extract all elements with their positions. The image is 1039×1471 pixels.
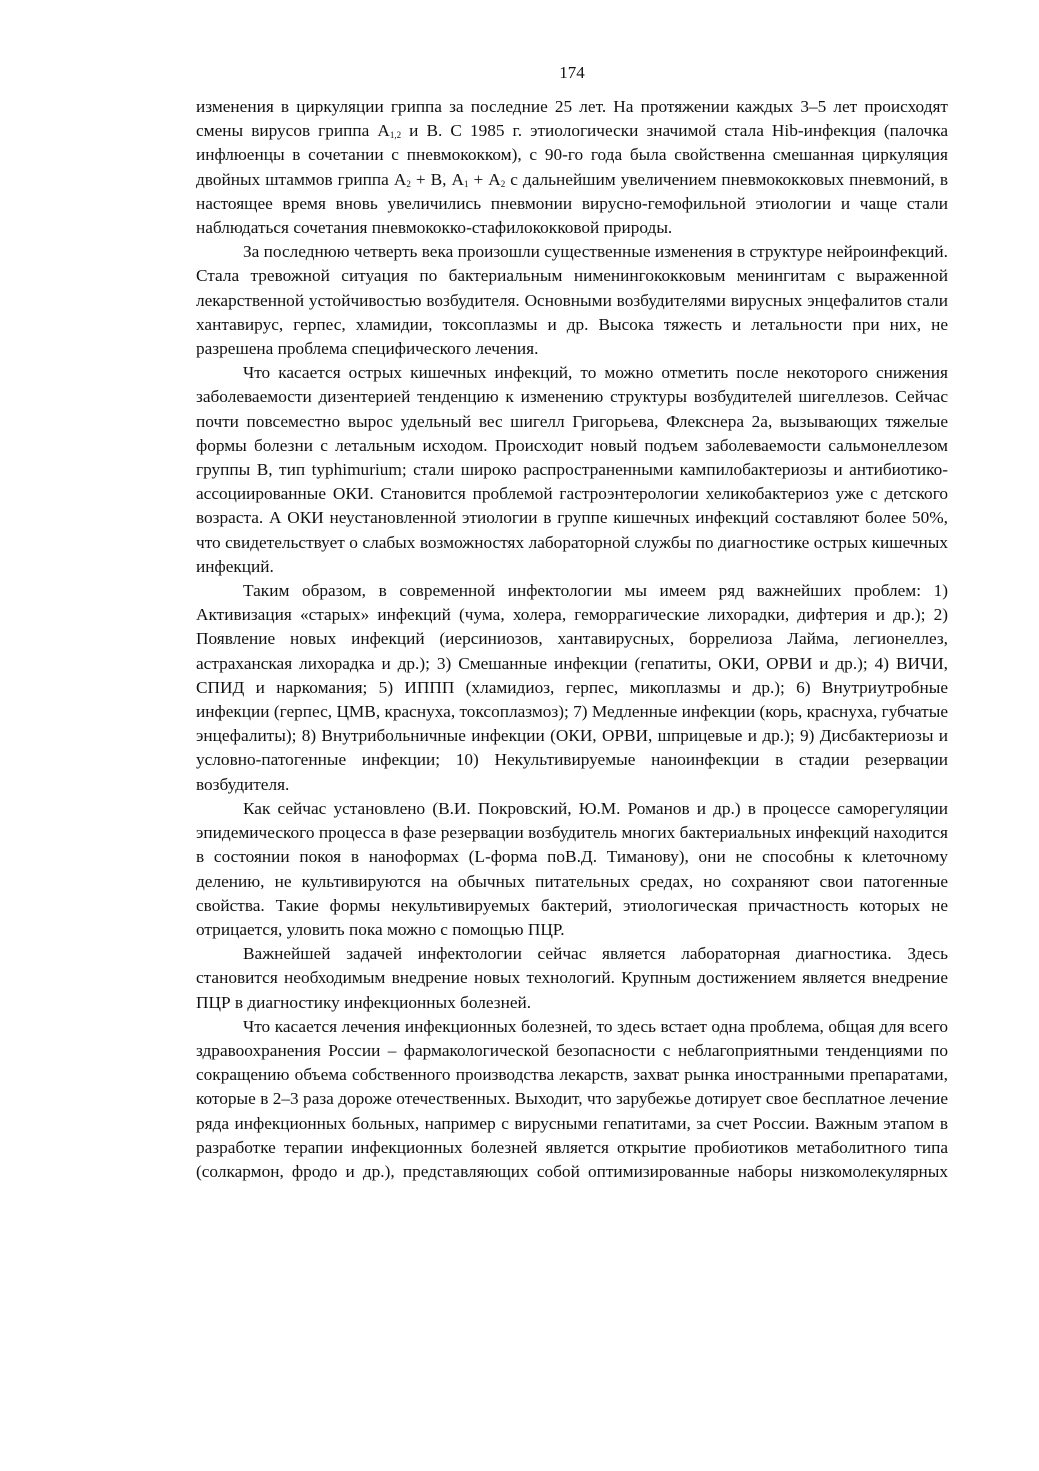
text-run: Таким образом, в современной инфектологии мы имеем ряд важнейших проблем: 1) Активизация «старых» инфекций (чума, холера, геморрагические лихорадки, дифтерия и др.); 2) Появление новых инфекций (иерсиниозов, хантавирусных, боррелиоза Лайма, легионеллез, астраханская лихорадка и др.); 3) Смешанные инфекции (гепатиты, ОКИ, ОРВИ и др.); 4) ВИЧИ, СПИД и наркомания; 5) ИППП (хламидиоз, герпес, микоплазмы и др.); 6) Внутриутробные инфекции (герпес, ЦМВ, краснуха, токсоплазмоз); 7) Медленные инфекции (корь, краснуха, губчатые энцефалиты); 8) Внутрибольничные инфекции (ОКИ, ОРВИ, шприцевые и др.); 9) Дисбактериозы и условно-патогенные инфекции; 10) Некультивируемые наноинфекции в стадии резервации возбудителя.	[196, 581, 948, 794]
text-run: + В, А	[410, 169, 464, 189]
text-run: изменения в циркуляции гриппа за последние 25 лет. На протяжении каждых 3–5 лет происходят смены вирусов гриппа А	[196, 97, 948, 141]
subscript: 1	[463, 178, 469, 189]
paragraph	[196, 240, 948, 361]
paragraph	[196, 797, 948, 942]
paragraph	[196, 1015, 948, 1184]
subscript: 2	[406, 178, 411, 189]
text-run: За последнюю четверть века произошли существенные изменения в структуре нейроинфекций. Стала тревожной ситуация по бактериальным нименингококковым менингитам с выраженной лекарственной устойчивостью возбудителя. Основными возбудителями вирусных энцефалитов стали хантавирус, герпес, хламидии, токсоплазмы и др. Высока тяжесть и летальности при них, не разрешена проблема специфического лечения.	[196, 242, 948, 359]
paragraph	[196, 95, 948, 240]
text-run: Что касается острых кишечных инфекций, то можно отметить после некоторого снижения заболеваемости дизентерией тенденцию к изменению структуры возбудителей шигеллезов. Сейчас почти повсеместно вырос удельный вес шигелл Григорьева, Флекснера 2а, вызывающих тяжелые формы болезни с летальным исходом. Происходит новый подъем заболеваемости сальмонеллезом группы В, тип typhimurium; стали широко распространенными кампилобактериозы и антибиотико-ассоциированные ОКИ. Становится проблемой гастроэнтерологии хеликобактериоз уже с детского возраста. А ОКИ неустановленной этиологии в группе кишечных инфекций составляют более 50%, что свидетельствует о слабых возможностях лабораторной службы по диагностике острых кишечных инфекций.	[196, 363, 948, 576]
text-run: Что касается лечения инфекционных болезней, то здесь встает одна проблема, общая для всего здравоохранения России – фармакологической безопасности с неблагоприятными тенденциями по сокращению объема собственного производства лекарств, захват рынка иностранными препаратами, которые в 2–3 раза дороже отечественных. Выходит, что зарубежье дотирует свое бесплатное лечение ряда инфекционных больных, например с вирусными гепатитами, за счет России. Важным этапом в разработке терапии инфекционных болезней является открытие пробиотиков метаболитного типа (солкармон, фродо и др.), представляющих собой оптимизированные наборы низкомолекулярных	[196, 1016, 948, 1181]
subscript: 1,2	[389, 130, 402, 141]
document-page	[196, 62, 948, 1184]
text-run: Как сейчас установлено (В.И. Покровский, Ю.М. Романов и др.) в процессе саморегуляции эпидемического процесса в фазе резервации возбудитель многих бактериальных инфекций находится в состоянии покоя в наноформах (L-форма поВ.Д. Тиманову), они не способны к клеточному делению, не культивируются на обычных питательных средах, но сохраняют свои патогенные свойства. Такие формы некультивируемых бактерий, этиологическая причастность которых не отрицается, уловить пока можно с помощью ПЦР.	[196, 798, 948, 939]
page-number: 174	[559, 63, 585, 82]
body-text	[196, 95, 948, 1184]
paragraph	[196, 942, 948, 1015]
text-run: + А	[468, 169, 501, 189]
paragraph	[196, 579, 948, 797]
text-run: Важнейшей задачей инфектологии сейчас является лабораторная диагностика. Здесь становится необходимым внедрение новых технологий. Крупным достижением является внедрение ПЦР в диагностику инфекционных болезней.	[196, 944, 948, 1012]
paragraph	[196, 361, 948, 579]
text-run: с дальнейшим увеличением пневмококковых пневмоний, в настоящее время вновь увеличились пневмонии вирусно-гемофильной этиологии и чаще стали наблюдаться сочетания пневмококко-стафилококковой природы.	[196, 169, 948, 238]
subscript: 2	[500, 178, 506, 189]
text-run: и В. С 1985 г. этиологически значимой стала Hib-инфекция (палочка инфлюенцы в сочетании с пневмококком), с 90-го года была свойственна смешанная циркуляция двойных штаммов гриппа А	[196, 121, 948, 189]
